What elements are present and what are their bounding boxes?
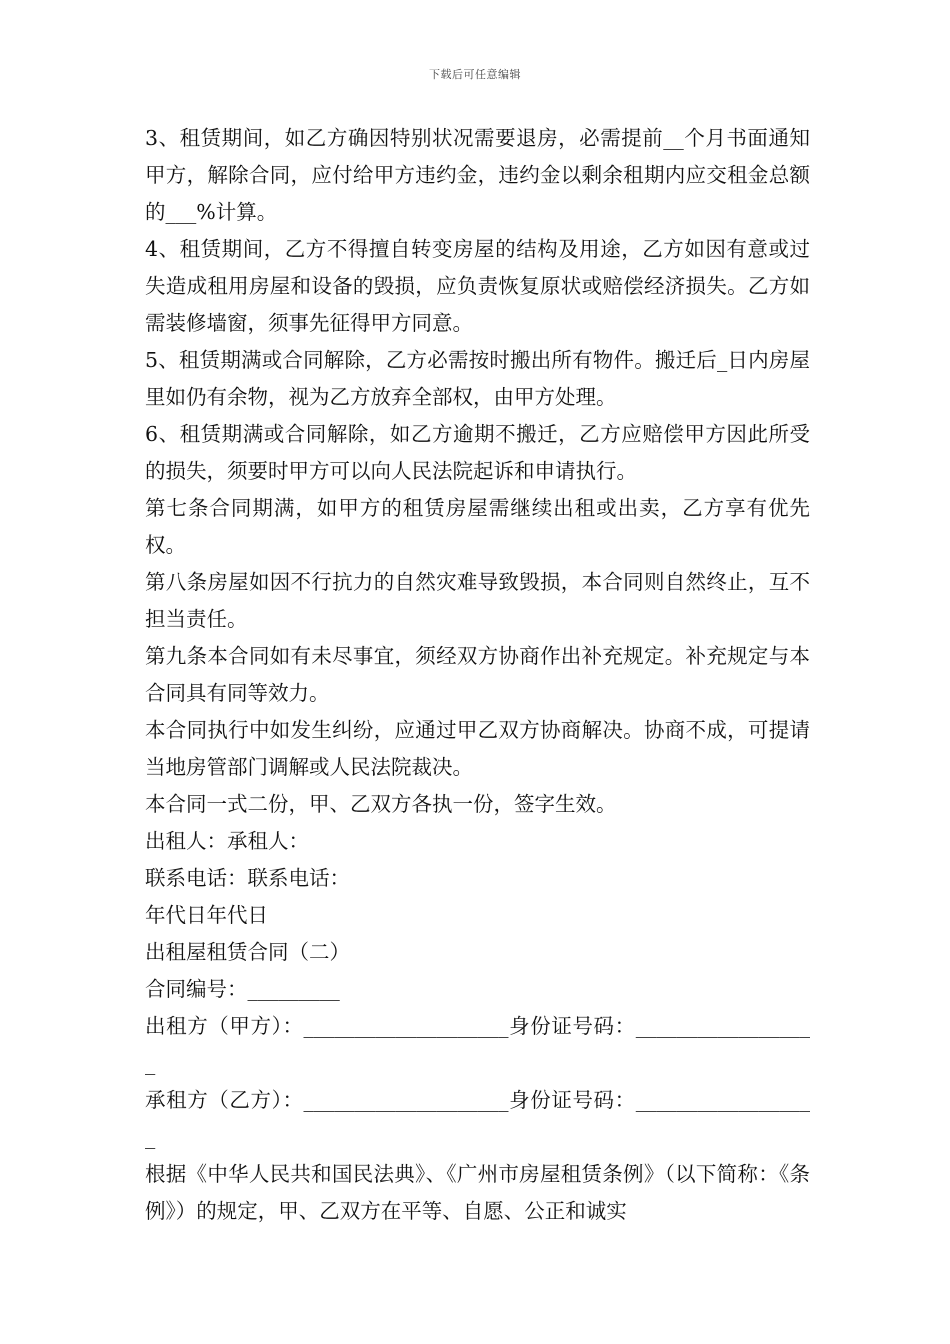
- signature-dates: 年代日年代日: [145, 903, 268, 927]
- copies-clause: 本合同一式二份，甲、乙双方各执一份，签字生效。: [145, 792, 617, 816]
- clause-5-move-out: 5、租赁期满或合同解除，乙方必需按时搬出所有物件。搬迁后_日内房屋里如仍有余物，视为乙方放弃全部权，由甲方处理。: [145, 348, 810, 409]
- signature-phones: 联系电话：联系电话：: [145, 866, 350, 890]
- dispute-resolution: 本合同执行中如发生纠纷，应通过甲乙双方协商解决。协商不成，可提请当地房管部门调解或人民法院裁决。: [145, 718, 810, 779]
- lessee-line: 承租方（乙方）：____________________身份证号码：__________________: [145, 1088, 810, 1149]
- clause-4-alterations: 4、租赁期间，乙方不得擅自转变房屋的结构及用途，乙方如因有意或过失造成租用房屋和设备的毁损，应负责恢复原状或赔偿经济损失。乙方如需装修墙窗，须事先征得甲方同意。: [145, 237, 810, 335]
- clause-6-overstay: 6、租赁期满或合同解除，如乙方逾期不搬迁，乙方应赔偿甲方因此所受的损失，须要时甲方可以向人民法院起诉和申请执行。: [145, 422, 810, 483]
- legal-basis: 根据《中华人民共和国民法典》、《广州市房屋租赁条例》（以下简称：《条例》）的规定，甲、乙双方在平等、自愿、公正和诚实: [145, 1162, 810, 1223]
- article-9-supplements: 第九条本合同如有未尽事宜，须经双方协商作出补充规定。补充规定与本合同具有同等效力。: [145, 644, 810, 705]
- article-7-priority-right: 第七条合同期满，如甲方的租赁房屋需继续出租或出卖，乙方享有优先权。: [145, 496, 810, 557]
- lessor-line: 出租方（甲方）：____________________身份证号码：__________________: [145, 1014, 810, 1075]
- contract-number: 合同编号：_________: [145, 977, 340, 1001]
- clause-3-early-termination: 3、租赁期间，如乙方确因特别状况需要退房，必需提前__个月书面通知甲方，解除合同，应付给甲方违约金，违约金以剩余租期内应交租金总额的___%计算。: [145, 126, 810, 224]
- article-8-force-majeure: 第八条房屋如因不行抗力的自然灾难导致毁损，本合同则自然终止，互不担当责任。: [145, 570, 810, 631]
- document-body: [145, 120, 810, 1230]
- signature-parties: 出租人：承租人：: [145, 829, 309, 853]
- contract-2-title: 出租屋租赁合同（二）: [145, 940, 350, 964]
- page-header: 下载后可任意编辑: [429, 68, 521, 81]
